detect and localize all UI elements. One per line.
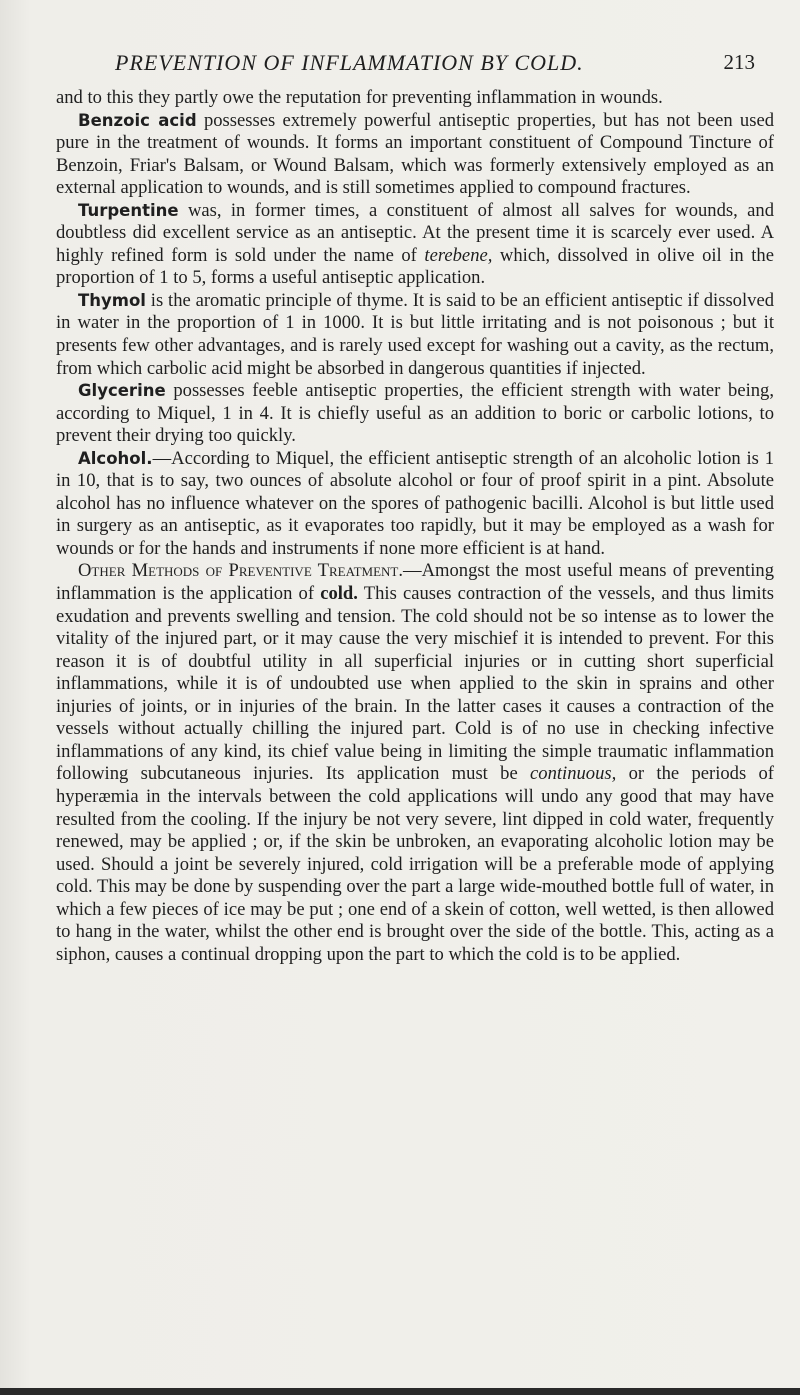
term-glycerine: Glycerine [78,381,166,401]
term-alcohol: Alcohol. [78,448,153,468]
paragraph-text: possesses extremely powerful antiseptic properties, but has not been used pure in the treatment of wounds. It forms an important constituent of Compound Tincture of Benzoin, Friar's Balsam, or Wound Balsam, which was formerly extensively employed as an external application to wounds, and is still sometimes applied to compound fractures. [56,109,774,199]
paragraph-text: is the aromatic principle of thyme. It is said to be an efficient antiseptic if dissolved in water in the proportion of 1 in 1000. It is but little irritating and is not poisonous ; but it presents few other advantages, and is rarely used except for washing out a cavity, as the rectum, from which carbolic acid might be absorbed in dangerous quantities if injected. [56,289,774,379]
paragraph-alcohol [56,448,774,561]
section-heading-other-methods: Other Methods of Preventive Treatment. [78,560,403,582]
paragraph-glycerine [56,380,774,448]
paragraph-continuation [56,87,774,110]
paragraph-text: which, dissolved in olive oil in the proportion of 1 to 5, forms a useful antiseptic application. [56,244,774,289]
term-thymol: Thymol [78,290,146,310]
paragraph-text: and to this they partly owe the reputation for preventing inflammation in wounds. [56,87,663,108]
bold-term-cold: cold. [320,583,358,605]
paragraph-thymol [56,290,774,380]
paragraph-text: possesses feeble antiseptic properties, the efficient strength with water being, according to Miquel, 1 in 4. It is chiefly useful as an addition to boric or carbolic lotions, to prevent their drying too quickly. [56,380,774,447]
page-header [115,50,755,80]
body-text [56,87,774,966]
page-number: 213 [723,50,755,74]
paragraph-text: —According to Miquel, the efficient antiseptic strength of an alcoholic lotion is 1 in 10, that is to say, two ounces of absolute alcohol or four of proof spirit in a pint. Absolute alcohol has no influence whatever on the spores of pathogenic bacilli. Alcohol is but little used in surgery as an antiseptic, as it evaporates too rapidly, but it may be employed as a wash for wounds or for the hands and instruments if none more efficient is at hand. [56,447,774,559]
term-benzoic-acid: Benzoic acid [78,110,197,130]
paragraph-text: was, in former times, a constituent of almost all salves for wounds, and doubtless did excellent service as an antiseptic. At the present time it is scarcely ever used. A highly refined form is sold under the name of [56,199,774,266]
italic-term-continuous: continuous, [530,763,617,785]
paragraph-text: —Amongst the most useful means of preventing inflammation is the application of [56,560,774,605]
paragraph-text: or the periods of hyperæmia in the intervals between the cold applications will undo any good that may have resulted from the cooling. If the injury be not very severe, lint dipped in cold water, frequently renewed, may be applied ; or, if the skin be unbroken, an evaporating alcoholic lotion may be used. Should a joint be severely injured, cold irrigation will be a preferable mode of applying cold. This may be done by suspending over the part a large wide-mouthed bottle full of water, in which a few pieces of ice may be put ; one end of a skein of cotton, well wetted, is then allowed to hang in the water, whilst the other end is brought over the side of the bottle. This, acting as a siphon, causes a continual dropping upon the part to which the cold is to be applied. [56,763,774,965]
paragraph-turpentine [56,200,774,290]
bottom-border [0,1388,800,1395]
running-title: PREVENTION OF INFLAMMATION BY COLD. [115,50,584,75]
paragraph-benzoic-acid [56,110,774,200]
term-turpentine: Turpentine [78,200,179,220]
paragraph-text: This causes contraction of the vessels, and thus limits exudation and prevents swelling and tension. The cold should not be so intense as to lower the vitality of the injured part, or it may cause the very mischief it is intended to prevent. For this reason it is of doubtful utility in all superficial injuries or in cutting short superficial inflammations, while it is of undoubted use when applied to the skin in sprains and other injuries of joints, or in injuries of the brain. In the latter cases it causes a contraction of the vessels without actually chilling the injured part. Cold is of no use in checking infective inflammations of any kind, its chief value being in limiting the simple traumatic inflammation following subcutaneous injuries. Its application must be [56,583,774,785]
paragraph-other-methods [56,560,774,966]
italic-term-terebene: terebene, [424,244,493,266]
